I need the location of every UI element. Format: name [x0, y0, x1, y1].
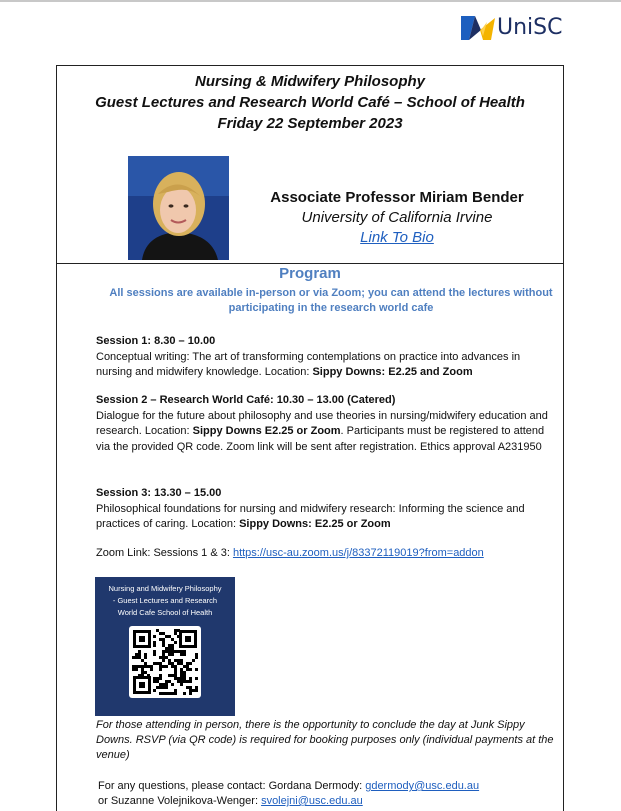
session-heading: Session 3: 13.30 – 15.00 [96, 487, 222, 499]
session-location: Sippy Downs: E2.25 and Zoom [312, 366, 473, 378]
session-1 [96, 334, 558, 381]
session-description [96, 409, 558, 456]
title-line-2: Guest Lectures and Research World Café – School of Health [95, 94, 525, 111]
title-line-3: Friday 22 September 2023 [217, 115, 403, 132]
zoom-link[interactable]: https://usc-au.zoom.us/j/83372119019?from=addon [232, 547, 484, 559]
unisc-logo [461, 14, 573, 44]
email-link-gdermody[interactable]: gdermody@usc.edu.au [365, 780, 480, 792]
session-location: Sippy Downs: E2.25 or Zoom [239, 518, 391, 530]
qr-card-line: Nursing and Midwifery Philosophy [108, 584, 222, 593]
session-text: Philosophical foundations for nursing and midwifery research: Informing the science and practices of caring. Location: [96, 502, 525, 530]
speaker-affiliation: University of California Irvine [301, 209, 493, 226]
logo-text: UniSC [497, 15, 563, 40]
contact-label: or Suzanne Volejnikova-Wenger: [98, 795, 262, 807]
section-divider [56, 263, 564, 264]
zoom-label: Zoom Link: Sessions 1 & 3: [96, 547, 233, 559]
session-location: Sippy Downs E2.25 or Zoom [192, 425, 341, 437]
session-heading: Session 2 – Research World Café: 10.30 – 13.00 (Catered) [96, 394, 396, 406]
qr-card-line: - Guest Lectures and Research [112, 596, 218, 605]
session-2 [96, 393, 558, 455]
top-rule [0, 0, 621, 2]
email-link-svolejni[interactable]: svolejni@usc.edu.au [261, 795, 363, 807]
qr-card [95, 577, 235, 716]
session-description [96, 350, 558, 381]
session-text: Conceptual writing: The art of transforming contemplations on practice into advances in nursing and midwifery knowledge. Location: [96, 350, 521, 378]
unisc-logo-mark [461, 14, 495, 42]
program-heading: Program [279, 265, 341, 282]
zoom-line [96, 546, 484, 561]
speaker-block [262, 188, 532, 248]
contact-line-1 [98, 779, 560, 794]
session-extra: . Participants must be registered to attend via the provided QR code. Zoom link will be sent after registration. Ethics approval A231950 [96, 425, 545, 453]
session-description [96, 502, 558, 533]
venue-note: For those attending in person, there is the opportunity to conclude the day at Junk Sippy Downs. RSVP (via QR code) is required for booking purposes only (individual payments at the venue) [96, 719, 554, 761]
contact-line-2 [98, 794, 560, 809]
qr-card-title [97, 583, 233, 619]
bio-link[interactable]: Link To Bio [360, 229, 434, 246]
contact-block [98, 779, 560, 809]
speaker-photo [128, 156, 229, 260]
title-line-1: Nursing & Midwifery Philosophy [194, 73, 426, 90]
contact-label: For any questions, please contact: Gordana Dermody: [98, 780, 366, 792]
session-3 [96, 486, 558, 533]
session-text: Dialogue for the future about philosophy and use theories in nursing/midwifery education and research. Location: [96, 409, 548, 437]
session-heading: Session 1: 8.30 – 10.00 [96, 335, 216, 347]
program-note: All sessions are available in-person or via Zoom; you can attend the lectures without participating in the research world cafe [109, 287, 553, 314]
event-title [57, 71, 563, 134]
speaker-name: Associate Professor Miriam Bender [270, 189, 524, 206]
qr-code[interactable] [129, 626, 201, 698]
qr-card-line: World Cafe School of Health [117, 608, 213, 617]
